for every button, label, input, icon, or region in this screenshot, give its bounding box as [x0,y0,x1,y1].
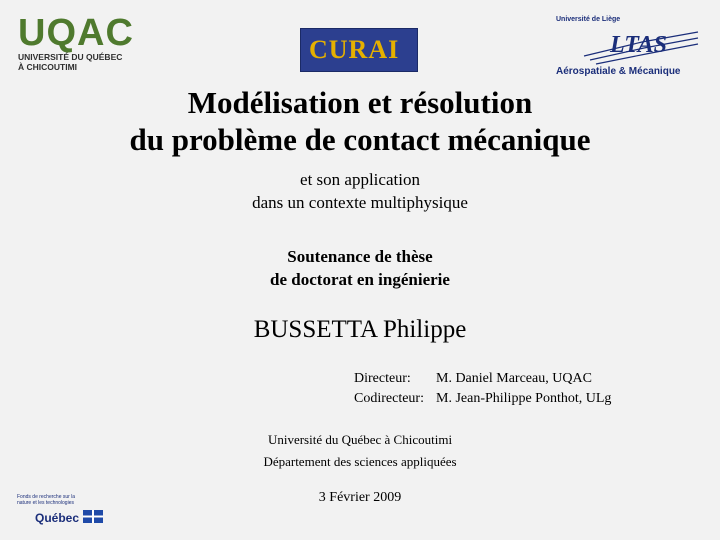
supervisor-role: Directeur: [354,371,411,386]
supervisor-row [354,389,611,409]
svg-text:LTAS: LTAS [610,32,667,58]
page-title [0,84,720,158]
fqrnt-logo-text: Fonds de recherche sur la nature et les technologies [17,494,76,506]
title-line1: Modélisation et résolution [187,85,533,120]
uqac-logo-text: UQAC [18,12,134,54]
title-line2: du problème de contact mécanique [129,122,591,157]
institution-line2: Département des sciences appliquées [263,454,457,469]
quebec-flag-icon [83,510,103,523]
ltas-logo [552,16,702,80]
uqac-logo-line1: UNIVERSITÉ DU QUÉBEC [18,52,123,62]
subtitle-line2: dans un contexte multiphysique [252,193,468,212]
supervisors [354,369,611,409]
defense-date: 3 Février 2009 [318,490,402,505]
supervisor-name: M. Jean-Philippe Ponthot, ULg [436,391,612,406]
uqac-logo [18,14,138,84]
institution [0,429,720,473]
quebec-logo-text: Québec [35,511,80,525]
defense-line1: Soutenance de thèse [287,247,433,266]
author-name: BUSSETTA Philippe [253,316,467,343]
institution-line1: Université du Québec à Chicoutimi [267,432,453,447]
ltas-wing-icon [582,26,700,66]
ltas-university-text: Université de Liège [556,16,621,23]
subtitle [0,168,720,214]
fqrnt-logo [17,494,109,528]
curai-logo [300,28,418,72]
subtitle-line1: et son application [300,170,420,189]
supervisor-name: M. Daniel Marceau, UQAC [436,371,592,386]
ltas-tagline: Aérospatiale & Mécanique [556,66,681,77]
defense-line2: de doctorat en ingénierie [270,270,450,289]
uqac-logo-line2: À CHICOUTIMI [18,62,78,72]
supervisor-role: Codirecteur: [354,391,424,406]
curai-logo-text: CURAI [309,35,400,64]
supervisor-row [354,369,611,389]
defense-info [0,245,720,291]
